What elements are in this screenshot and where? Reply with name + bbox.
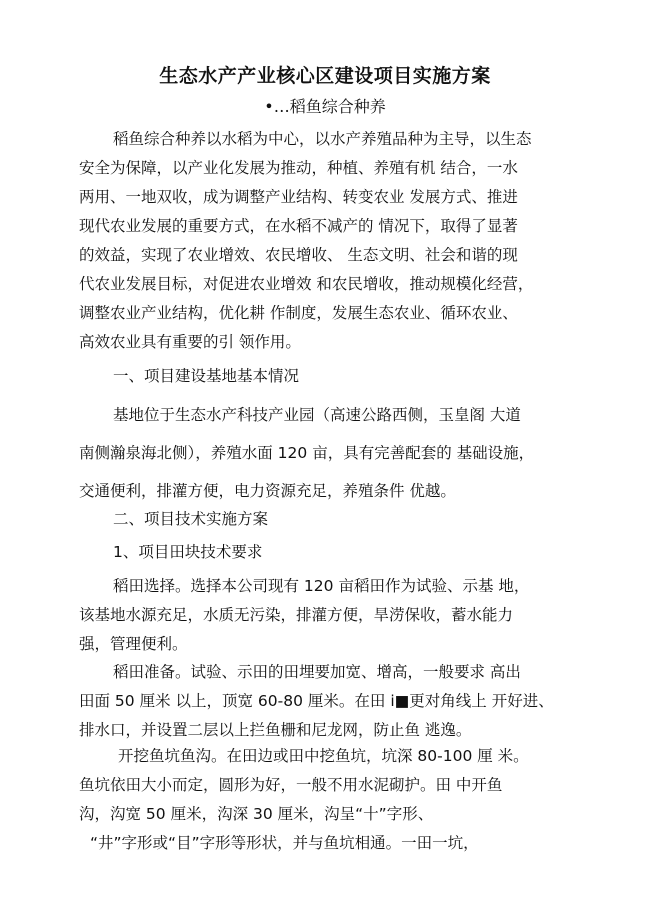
text-line: 交通便利，排灌方便，电力资源充足，养殖条件 优越。 <box>79 482 456 500</box>
text-line: “井”字形或“目”字形等形状，并与鱼坑相通。一田一坑， <box>90 834 479 852</box>
document-subtitle: •…稻鱼综合种养 <box>264 97 386 116</box>
text-line: 调整农业产业结构，优化耕 作制度，发展生态农业、循环农业、 <box>79 304 518 322</box>
field-paragraph <box>79 572 579 659</box>
text-line: 田面 50 厘米 以上，顶宽 60-80 厘米。在田 i■更对角线上 开好进、 <box>79 692 554 710</box>
section-heading-2: 二、项目技术实施方案 <box>113 510 269 528</box>
prep-paragraph <box>79 658 579 745</box>
text-line: 的效益，实现了农业增效、农民增收、 生态文明、社会和谐的现 <box>79 246 518 264</box>
intro-paragraph <box>79 125 579 357</box>
text-line: 开挖鱼坑鱼沟。在田边或田中挖鱼坑，坑深 80-100 厘 米。 <box>118 747 529 765</box>
text-line: 代农业发展目标，对促进农业增效 和农民增收，推动规模化经营， <box>79 275 534 293</box>
text-line: 强，管理便利。 <box>79 635 188 653</box>
text-line: 稻田准备。试验、示田的田埋要加宽、增高，一般要求 高出 <box>113 663 521 681</box>
base-paragraph <box>79 396 579 510</box>
text-line: 现代农业发展的重要方式，在水稻不减产的 情况下，取得了显著 <box>79 217 518 235</box>
text-line: 安全为保障，以产业化发展为推动，种植、养殖有机 结合，一水 <box>79 159 518 177</box>
text-line: 稻田选择。选择本公司现有 120 亩稻田作为试验、示基 地， <box>113 577 530 595</box>
text-line: 南侧瀚泉海北侧），养殖水面 120 亩，具有完善配套的 基础设施， <box>79 444 535 462</box>
section-heading-1: 一、项目建设基地基本情况 <box>113 367 300 385</box>
section-heading-3: 1、项目田块技术要求 <box>113 543 263 561</box>
text-line: 排水口，并设置二层以上拦鱼栅和尼龙网，防止鱼 逃逸。 <box>79 721 472 739</box>
text-line: 高效农业具有重要的引 领作用。 <box>79 333 301 351</box>
text-line: 两用、一地双收，成为调整产业结构、转变农业 发展方式、推进 <box>79 188 518 206</box>
text-line: 该基地水源充足，水质无污染，排灌方便，旱涝保收，蓄水能力 <box>79 606 514 624</box>
text-line: 鱼坑依田大小而定，圆形为好，一般不用水泥砌护。田 中开鱼 <box>79 776 503 794</box>
pit-paragraph <box>79 742 584 858</box>
text-line: 基地位于生态水产科技产业园（高速公路西侧，玉皇阁 大道 <box>113 406 521 424</box>
text-line: 沟，沟宽 50 厘米，沟深 30 厘米，沟呈“十”字形、 <box>79 805 434 823</box>
text-line: 稻鱼综合种养以水稻为中心，以水产养殖品种为主导，以生态 <box>113 130 532 148</box>
document-title: 生态水产产业核心区建设项目实施方案 <box>159 65 491 87</box>
